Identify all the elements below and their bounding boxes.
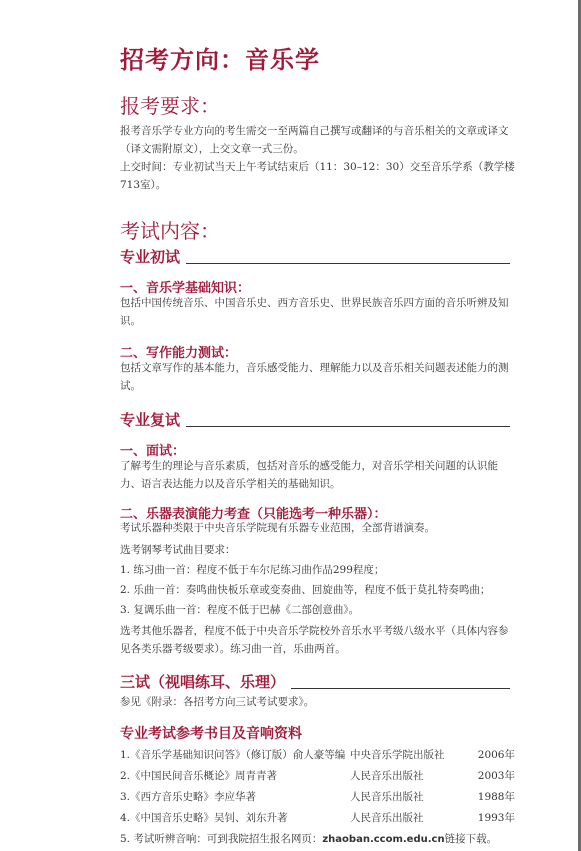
reference-row bbox=[120, 746, 515, 764]
audio-download-suffix: 链接下载。 bbox=[444, 833, 498, 845]
content-heading: 考试内容： bbox=[120, 219, 220, 243]
piano-requirement-1: 1. 练习曲一首：程度不低于车尔尼练习曲作品299程度； bbox=[120, 564, 385, 576]
reference-row bbox=[120, 788, 515, 806]
reference-book: 2.《中国民间音乐概论》周青青著 bbox=[120, 770, 278, 782]
enrollment-website-link[interactable]: zhaoban.ccom.edu.cn bbox=[322, 834, 445, 845]
retest-section-1-title: 一、面试： bbox=[120, 444, 186, 459]
third-test-heading bbox=[120, 671, 510, 692]
requirements-heading: 报考要求： bbox=[120, 94, 220, 118]
prelim-heading-text: 专业初试 bbox=[120, 248, 181, 266]
reference-row bbox=[120, 809, 515, 827]
reference-book: 4.《中国音乐史略》吴钊、刘东升著 bbox=[120, 812, 288, 824]
requirements-paragraph-2: 上交时间：专业初试当天上午考试结束后（11：30–12：30）交至音乐学系（教学楼713室）。 bbox=[120, 161, 515, 191]
reference-year: 1988年 bbox=[477, 791, 515, 803]
prelim-section-2-text: 包括文章写作的基本能力，音乐感受能力、理解能力以及音乐相关问题表述能力的测试。 bbox=[120, 362, 509, 392]
requirements-paragraph-1: 报考音乐学专业方向的考生需交一至两篇自己撰写或翻译的与音乐相关的文章或译文（译文需附原文），上交文章一式三份。 bbox=[120, 125, 509, 155]
prelim-heading bbox=[120, 246, 510, 267]
heading-rule bbox=[186, 426, 510, 427]
prelim-section-1-title: 一、音乐学基础知识： bbox=[120, 281, 251, 296]
reference-book: 3.《西方音乐史略》李应华著 bbox=[120, 791, 257, 803]
retest-section-2-text-3: 选考其他乐器者，程度不低于中央音乐学院校外音乐水平考级八级水平（具体内容参见各类乐器考级要求）。练习曲一首，乐曲两首。 bbox=[120, 625, 509, 655]
reference-book: 1.《音乐学基础知识问答》（修订版）俞人豪等编 bbox=[120, 749, 346, 761]
third-test-text: 参见《附录：各招考方向三试考试要求》。 bbox=[120, 696, 315, 708]
piano-requirement-2: 2. 乐曲一首：奏鸣曲快板乐章或变奏曲、回旋曲等，程度不低于莫扎特奏鸣曲； bbox=[120, 584, 491, 596]
retest-section-2-text-1: 考试乐器种类限于中央音乐学院现有乐器专业范围，全部背谱演奏。 bbox=[120, 522, 435, 534]
retest-heading bbox=[120, 409, 510, 430]
audio-download-text: 5. 考试听辨音响：可到我院招生报名网页： bbox=[120, 833, 323, 845]
page-title: 招考方向：音乐学 bbox=[120, 46, 320, 74]
retest-section-2-text-2: 选考钢琴考试曲目要求： bbox=[120, 544, 236, 556]
heading-rule bbox=[291, 688, 510, 689]
reference-publisher: 人民音乐出版社 bbox=[350, 812, 424, 824]
reference-row bbox=[120, 767, 515, 785]
prelim-section-2-title: 二、写作能力测试： bbox=[120, 346, 238, 361]
retest-heading-text: 专业复试 bbox=[120, 411, 181, 429]
heading-rule bbox=[186, 263, 510, 264]
reference-audio-row bbox=[120, 830, 515, 848]
piano-requirement-3: 3. 复调乐曲一首：程度不低于巴赫《二部创意曲》。 bbox=[120, 604, 360, 616]
reference-publisher: 人民音乐出版社 bbox=[350, 791, 424, 803]
retest-section-2-title: 二、乐器表演能力考查（只能选考一种乐器）： bbox=[120, 507, 387, 522]
references-heading: 专业考试参考书目及音响资料 bbox=[120, 726, 302, 742]
reference-year: 1993年 bbox=[477, 812, 515, 824]
reference-publisher: 中央音乐学院出版社 bbox=[350, 749, 445, 761]
retest-section-1-text: 了解考生的理论与音乐素质，包括对音乐的感受能力，对音乐学相关问题的认识能力、语言表达能力以及音乐学相关的基础知识。 bbox=[120, 460, 498, 490]
reference-year: 2006年 bbox=[477, 749, 515, 761]
reference-publisher: 人民音乐出版社 bbox=[350, 770, 424, 782]
reference-year: 2003年 bbox=[477, 770, 515, 782]
prelim-section-1-text: 包括中国传统音乐、中国音乐史、西方音乐史、世界民族音乐四方面的音乐听辨及知识。 bbox=[120, 297, 509, 327]
third-test-heading-text: 三试（视唱练耳、乐理） bbox=[120, 673, 286, 691]
